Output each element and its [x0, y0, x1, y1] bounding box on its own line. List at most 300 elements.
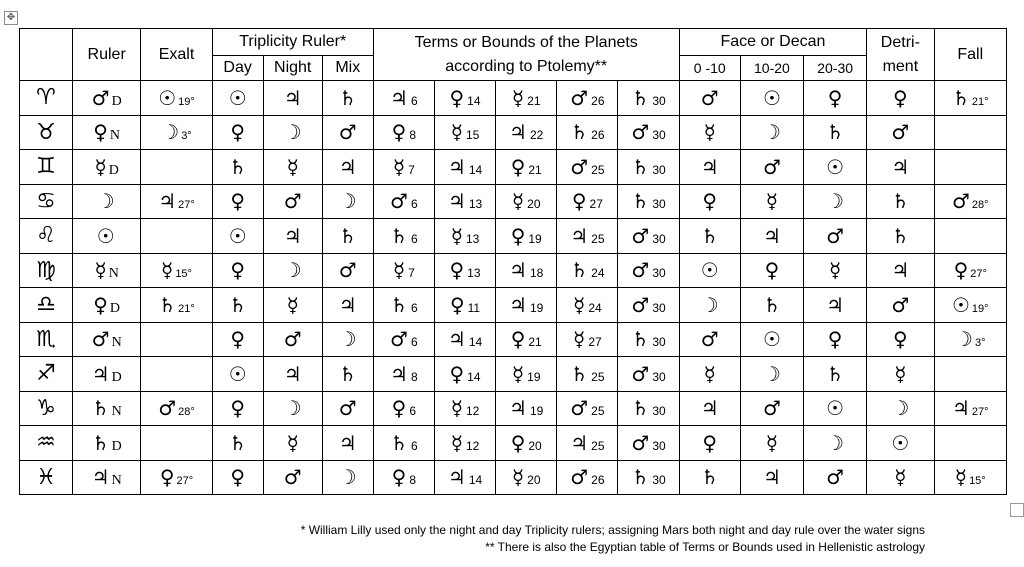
triplicity-day-planet-icon: ♀: [230, 258, 245, 283]
ruler-planet-icon: ♂: [91, 85, 110, 110]
face-cell: [679, 184, 740, 219]
face-cell: [740, 219, 803, 254]
term-degree: 14: [468, 335, 483, 350]
face-cell: [740, 357, 803, 392]
term-cell: [496, 391, 557, 426]
term-cell: [496, 460, 557, 495]
face-col-3-header: 20-30: [804, 56, 867, 81]
term-cell: [373, 391, 434, 426]
detriment-planet-icon: ☉: [891, 430, 910, 455]
triplicity-day-cell: [212, 357, 263, 392]
sign-cell: [20, 115, 73, 150]
fall-cell: [934, 322, 1007, 357]
night-header: Night: [263, 56, 322, 81]
detriment-planet-icon: ♄: [891, 189, 910, 214]
term-degree: 30: [652, 438, 666, 453]
face-cell: [740, 81, 803, 116]
term-cell: [496, 426, 557, 461]
term-degree: 30: [652, 128, 666, 143]
triplicity-mix-planet-icon: ♂: [338, 258, 357, 283]
term-degree: 25: [591, 162, 605, 177]
term-cell: [434, 357, 495, 392]
term-planet-icon: ♂: [570, 154, 589, 179]
exalt-planet-icon: ☽: [161, 120, 180, 145]
triplicity-night-planet-icon: ♃: [283, 361, 302, 386]
face-cell: [740, 253, 803, 288]
zodiac-sign-icon: ♍: [36, 257, 56, 283]
detriment-cell: [867, 184, 934, 219]
detriment-cell: [867, 150, 934, 185]
detriment-planet-icon: ☿: [894, 465, 907, 490]
face-planet-icon: ☿: [828, 258, 842, 283]
fall-planet-icon: ☽: [955, 327, 973, 352]
face-cell: [804, 219, 867, 254]
footnotes: [0, 522, 925, 556]
face-planet-icon: ☉: [826, 396, 845, 421]
term-degree: 14: [467, 369, 481, 384]
ruler-planet-icon: ♄: [91, 396, 110, 421]
term-degree: 14: [468, 162, 483, 177]
face-cell: [679, 150, 740, 185]
fall-degree: 28°: [971, 199, 989, 212]
term-planet-icon: ♄: [570, 361, 589, 386]
term-planet-icon: ♂: [631, 120, 650, 145]
fall-cell: [934, 253, 1007, 288]
triplicity-mix-cell: [322, 150, 373, 185]
fall-degree: 21°: [971, 95, 989, 108]
term-degree: 21: [528, 162, 542, 177]
term-planet-icon: ♀: [391, 396, 407, 421]
face-cell: [679, 357, 740, 392]
exalt-cell: [141, 81, 212, 116]
detriment-planet-icon: ♀: [893, 327, 908, 352]
ruler-planet-icon: ♂: [91, 327, 110, 352]
face-planet-icon: ☉: [762, 327, 781, 352]
term-degree: 20: [527, 473, 541, 488]
term-cell: [373, 81, 434, 116]
face-cell: [740, 322, 803, 357]
ruler-cell: [73, 426, 141, 461]
triplicity-day-cell: [212, 322, 263, 357]
term-cell: [618, 81, 679, 116]
term-planet-icon: ♃: [447, 189, 466, 214]
term-degree: 19: [528, 231, 542, 246]
face-cell: [804, 184, 867, 219]
sign-cell: [20, 460, 73, 495]
triplicity-night-cell: [263, 184, 322, 219]
triplicity-night-planet-icon: ♂: [283, 189, 302, 214]
term-cell: [496, 150, 557, 185]
ruler-cell: [73, 184, 141, 219]
zodiac-sign-icon: ♐: [36, 361, 56, 387]
fall-cell: [934, 288, 1007, 323]
triplicity-day-cell: [212, 391, 263, 426]
table-row: [20, 115, 1007, 150]
ruler-planet-icon: ♃: [91, 361, 110, 386]
term-degree: 30: [652, 300, 666, 315]
triplicity-day-planet-icon: ♀: [230, 120, 245, 145]
triplicity-mix-planet-icon: ♃: [338, 154, 357, 179]
term-degree: 22: [529, 128, 544, 143]
face-col-2-header: 10-20: [740, 56, 803, 81]
exalt-cell: [141, 288, 212, 323]
term-planet-icon: ♄: [570, 258, 589, 283]
term-planet-icon: ☿: [511, 465, 525, 490]
term-planet-icon: ♃: [390, 85, 408, 110]
ruler-cell: [73, 357, 141, 392]
term-planet-icon: ♄: [631, 85, 650, 110]
triplicity-night-planet-icon: ♃: [283, 85, 302, 110]
term-cell: [434, 460, 495, 495]
exalt-cell: [141, 460, 212, 495]
term-planet-icon: ♂: [631, 292, 650, 317]
detriment-cell: [867, 115, 934, 150]
fall-cell: [934, 357, 1007, 392]
exalt-cell: [141, 115, 212, 150]
fall-degree: 27°: [970, 268, 987, 281]
detriment-cell: [867, 426, 934, 461]
face-planet-icon: ♄: [700, 465, 719, 490]
term-degree: 25: [591, 369, 605, 384]
term-degree: 27: [589, 197, 603, 212]
face-cell: [679, 253, 740, 288]
exalt-planet-icon: ♀: [159, 465, 175, 490]
term-cell: [373, 115, 434, 150]
term-degree: 30: [652, 93, 666, 108]
face-cell: [740, 426, 803, 461]
term-planet-icon: ♃: [570, 223, 589, 248]
triplicity-night-cell: [263, 460, 322, 495]
term-planet-icon: ♀: [391, 465, 407, 490]
term-cell: [618, 460, 679, 495]
detriment-cell: [867, 219, 934, 254]
triplicity-day-cell: [212, 81, 263, 116]
triplicity-mix-planet-icon: ♂: [338, 120, 357, 145]
term-cell: [557, 288, 618, 323]
term-cell: [434, 253, 495, 288]
fall-cell: [934, 115, 1007, 150]
triplicity-day-cell: [212, 219, 263, 254]
ruler-cell: [73, 219, 141, 254]
triplicity-mix-planet-icon: ♃: [338, 292, 357, 317]
term-degree: 21: [528, 335, 542, 350]
term-cell: [557, 460, 618, 495]
face-cell: [679, 391, 740, 426]
exalt-cell: [141, 357, 212, 392]
term-planet-icon: ☿: [511, 189, 525, 214]
ruler-planet-icon: ♃: [91, 465, 110, 490]
term-planet-icon: ♂: [631, 430, 650, 455]
face-cell: [804, 115, 867, 150]
term-planet-icon: ♄: [631, 465, 650, 490]
detriment-cell: [867, 288, 934, 323]
term-cell: [434, 115, 495, 150]
face-planet-icon: ♃: [762, 223, 781, 248]
face-planet-icon: ☉: [826, 154, 845, 179]
face-planet-icon: ☿: [703, 120, 716, 145]
ruler-sect-label: D: [108, 162, 119, 178]
ruler-sect-label: N: [108, 266, 119, 282]
term-cell: [618, 391, 679, 426]
term-planet-icon: ♀: [391, 120, 407, 145]
term-degree: 30: [652, 473, 666, 488]
term-cell: [618, 253, 679, 288]
triplicity-mix-cell: [322, 391, 373, 426]
term-planet-icon: ☿: [392, 258, 406, 283]
table-row: [20, 460, 1007, 495]
term-planet-icon: ♂: [631, 361, 650, 386]
triplicity-day-planet-icon: ♄: [228, 430, 247, 455]
face-planet-icon: ☿: [765, 430, 779, 455]
triplicity-day-planet-icon: ☉: [228, 223, 247, 248]
face-planet-icon: ♃: [700, 154, 719, 179]
term-cell: [557, 81, 618, 116]
ruler-cell: [73, 322, 141, 357]
triplicity-night-cell: [263, 81, 322, 116]
sign-cell: [20, 426, 73, 461]
triplicity-mix-planet-icon: ♂: [338, 396, 357, 421]
ruler-sect-label: D: [111, 93, 122, 109]
term-planet-icon: ♂: [570, 465, 589, 490]
zodiac-sign-icon: ♓: [36, 464, 56, 490]
exalt-degree: 3°: [181, 130, 192, 143]
ruler-sect-label: N: [111, 404, 122, 420]
fall-degree: 3°: [974, 337, 986, 350]
term-cell: [496, 184, 557, 219]
face-planet-icon: ♀: [827, 327, 843, 352]
face-header: Face or Decan: [679, 29, 867, 56]
detriment-planet-icon: ♂: [891, 292, 910, 317]
sign-cell: [20, 391, 73, 426]
term-degree: 19: [529, 404, 544, 419]
term-cell: [496, 253, 557, 288]
face-planet-icon: ☽: [762, 120, 781, 145]
triplicity-day-planet-icon: ♄: [228, 292, 247, 317]
term-degree: 30: [652, 404, 666, 419]
triplicity-night-cell: [263, 391, 322, 426]
term-planet-icon: ♃: [509, 120, 527, 145]
detriment-planet-icon: ☿: [894, 361, 907, 386]
mix-header: Mix: [322, 56, 373, 81]
fall-planet-icon: ☿: [954, 465, 968, 490]
term-cell: [557, 184, 618, 219]
fall-planet-icon: ♂: [951, 189, 970, 214]
triplicity-mix-planet-icon: ♄: [338, 223, 357, 248]
exalt-cell: [141, 150, 212, 185]
term-planet-icon: ♄: [631, 396, 650, 421]
fall-cell: [934, 460, 1007, 495]
term-cell: [618, 426, 679, 461]
term-planet-icon: ♂: [390, 327, 408, 352]
face-planet-icon: ♀: [764, 258, 780, 283]
face-cell: [804, 81, 867, 116]
triplicity-day-cell: [212, 426, 263, 461]
term-degree: 13: [465, 231, 480, 246]
term-degree: 24: [588, 300, 602, 315]
triplicity-night-planet-icon: ♂: [283, 327, 302, 352]
triplicity-mix-cell: [322, 288, 373, 323]
term-planet-icon: ☿: [450, 223, 463, 248]
zodiac-sign-icon: ♉: [36, 119, 56, 145]
triplicity-night-cell: [263, 219, 322, 254]
exalt-degree: 19°: [178, 95, 195, 108]
ruler-header: Ruler: [73, 29, 141, 81]
face-cell: [804, 391, 867, 426]
exalt-header: Exalt: [141, 29, 212, 81]
term-planet-icon: ♂: [570, 85, 589, 110]
term-degree: 6: [410, 93, 418, 108]
face-cell: [679, 322, 740, 357]
triplicity-night-cell: [263, 357, 322, 392]
term-planet-icon: ☿: [511, 85, 525, 110]
zodiac-sign-icon: ♌: [36, 223, 56, 249]
face-cell: [804, 253, 867, 288]
detriment-header-line1: Detri-: [880, 33, 920, 51]
ruler-sect-label: N: [111, 473, 122, 489]
term-cell: [496, 115, 557, 150]
term-degree: 6: [410, 300, 418, 315]
term-planet-icon: ☿: [450, 430, 463, 455]
zodiac-sign-icon: ♋: [36, 188, 56, 214]
face-planet-icon: ♂: [826, 223, 845, 248]
face-planet-icon: ♄: [762, 292, 781, 317]
exalt-planet-icon: ♃: [158, 189, 177, 214]
triplicity-day-planet-icon: ♀: [230, 396, 245, 421]
exalt-planet-icon: ♄: [158, 292, 177, 317]
term-cell: [557, 150, 618, 185]
face-planet-icon: ♀: [702, 430, 718, 455]
term-planet-icon: ♄: [570, 120, 589, 145]
triplicity-mix-cell: [322, 81, 373, 116]
table-resize-handle-icon[interactable]: [1010, 503, 1024, 517]
term-planet-icon: ♃: [509, 258, 527, 283]
exalt-cell: [141, 426, 212, 461]
triplicity-mix-cell: [322, 357, 373, 392]
triplicity-day-planet-icon: ♀: [230, 327, 245, 352]
term-planet-icon: ♃: [447, 327, 466, 352]
ruler-sect-label: N: [109, 128, 121, 144]
term-cell: [434, 426, 495, 461]
term-planet-icon: ♀: [449, 85, 465, 110]
exalt-planet-icon: ☉: [158, 85, 177, 110]
term-degree: 12: [465, 438, 480, 453]
term-degree: 6: [409, 404, 417, 419]
triplicity-mix-planet-icon: ☽: [338, 189, 357, 214]
detriment-planet-icon: ♂: [891, 120, 910, 145]
triplicity-mix-planet-icon: ☽: [338, 327, 357, 352]
ruler-planet-icon: ♀: [93, 120, 108, 145]
face-planet-icon: ♄: [826, 361, 845, 386]
fall-cell: [934, 150, 1007, 185]
table-move-handle-icon[interactable]: ✥: [4, 11, 18, 25]
term-degree: 8: [410, 369, 418, 384]
exalt-cell: [141, 219, 212, 254]
triplicity-day-planet-icon: ♀: [230, 465, 245, 490]
term-planet-icon: ♂: [570, 396, 589, 421]
triplicity-night-cell: [263, 115, 322, 150]
term-cell: [557, 115, 618, 150]
footnote-2: ** There is also the Egyptian table of Terms or Bounds used in Hellenistic astrology: [485, 540, 925, 554]
triplicity-mix-planet-icon: ♄: [338, 85, 357, 110]
table-row: [20, 391, 1007, 426]
term-degree: 30: [652, 162, 666, 177]
term-degree: 12: [465, 404, 480, 419]
term-planet-icon: ♀: [571, 189, 587, 214]
term-planet-icon: ♀: [449, 292, 465, 317]
table-row: [20, 357, 1007, 392]
face-cell: [679, 460, 740, 495]
fall-cell: [934, 426, 1007, 461]
term-cell: [373, 460, 434, 495]
triplicity-mix-cell: [322, 460, 373, 495]
exalt-cell: [141, 322, 212, 357]
term-degree: 8: [409, 128, 417, 143]
face-cell: [679, 81, 740, 116]
term-planet-icon: ☿: [573, 292, 586, 317]
face-planet-icon: ♄: [700, 223, 719, 248]
exalt-degree: 27°: [178, 199, 195, 212]
term-planet-icon: ♂: [390, 189, 408, 214]
ruler-planet-icon: ♄: [91, 430, 110, 455]
term-planet-icon: ☿: [573, 327, 586, 352]
detriment-cell: [867, 391, 934, 426]
sign-cell: [20, 288, 73, 323]
term-degree: 30: [652, 197, 666, 212]
triplicity-mix-planet-icon: ♃: [338, 430, 357, 455]
detriment-planet-icon: ☽: [891, 396, 910, 421]
term-degree: 6: [410, 438, 418, 453]
exalt-cell: [141, 184, 212, 219]
face-cell: [740, 460, 803, 495]
face-cell: [804, 150, 867, 185]
term-planet-icon: ♃: [570, 430, 589, 455]
table-body: [20, 81, 1007, 495]
face-cell: [740, 288, 803, 323]
exalt-degree: 21°: [178, 302, 195, 315]
term-cell: [557, 219, 618, 254]
face-planet-icon: ♂: [700, 85, 719, 110]
terms-header: [373, 29, 679, 81]
term-cell: [618, 150, 679, 185]
term-cell: [557, 426, 618, 461]
triplicity-day-cell: [212, 288, 263, 323]
term-degree: 19: [529, 300, 544, 315]
triplicity-day-planet-icon: ♀: [230, 189, 245, 214]
term-planet-icon: ♃: [509, 292, 527, 317]
term-cell: [618, 219, 679, 254]
term-degree: 24: [591, 266, 605, 281]
face-planet-icon: ☽: [826, 430, 845, 455]
face-cell: [804, 288, 867, 323]
face-col-1-header: 0 -10: [679, 56, 740, 81]
ruler-cell: [73, 253, 141, 288]
terms-header-line2: according to Ptolemy**: [445, 57, 608, 75]
triplicity-night-planet-icon: ☽: [283, 396, 302, 421]
term-cell: [557, 322, 618, 357]
exalt-degree: 27°: [176, 475, 194, 488]
term-planet-icon: ♃: [447, 465, 466, 490]
term-cell: [618, 322, 679, 357]
sign-cell: [20, 219, 73, 254]
zodiac-sign-icon: ♏: [36, 326, 56, 352]
term-planet-icon: ♀: [449, 361, 465, 386]
face-planet-icon: ♃: [700, 396, 719, 421]
triplicity-day-cell: [212, 184, 263, 219]
term-planet-icon: ♃: [390, 361, 408, 386]
fall-degree: 27°: [971, 406, 989, 419]
term-cell: [373, 322, 434, 357]
face-planet-icon: ♂: [700, 327, 719, 352]
